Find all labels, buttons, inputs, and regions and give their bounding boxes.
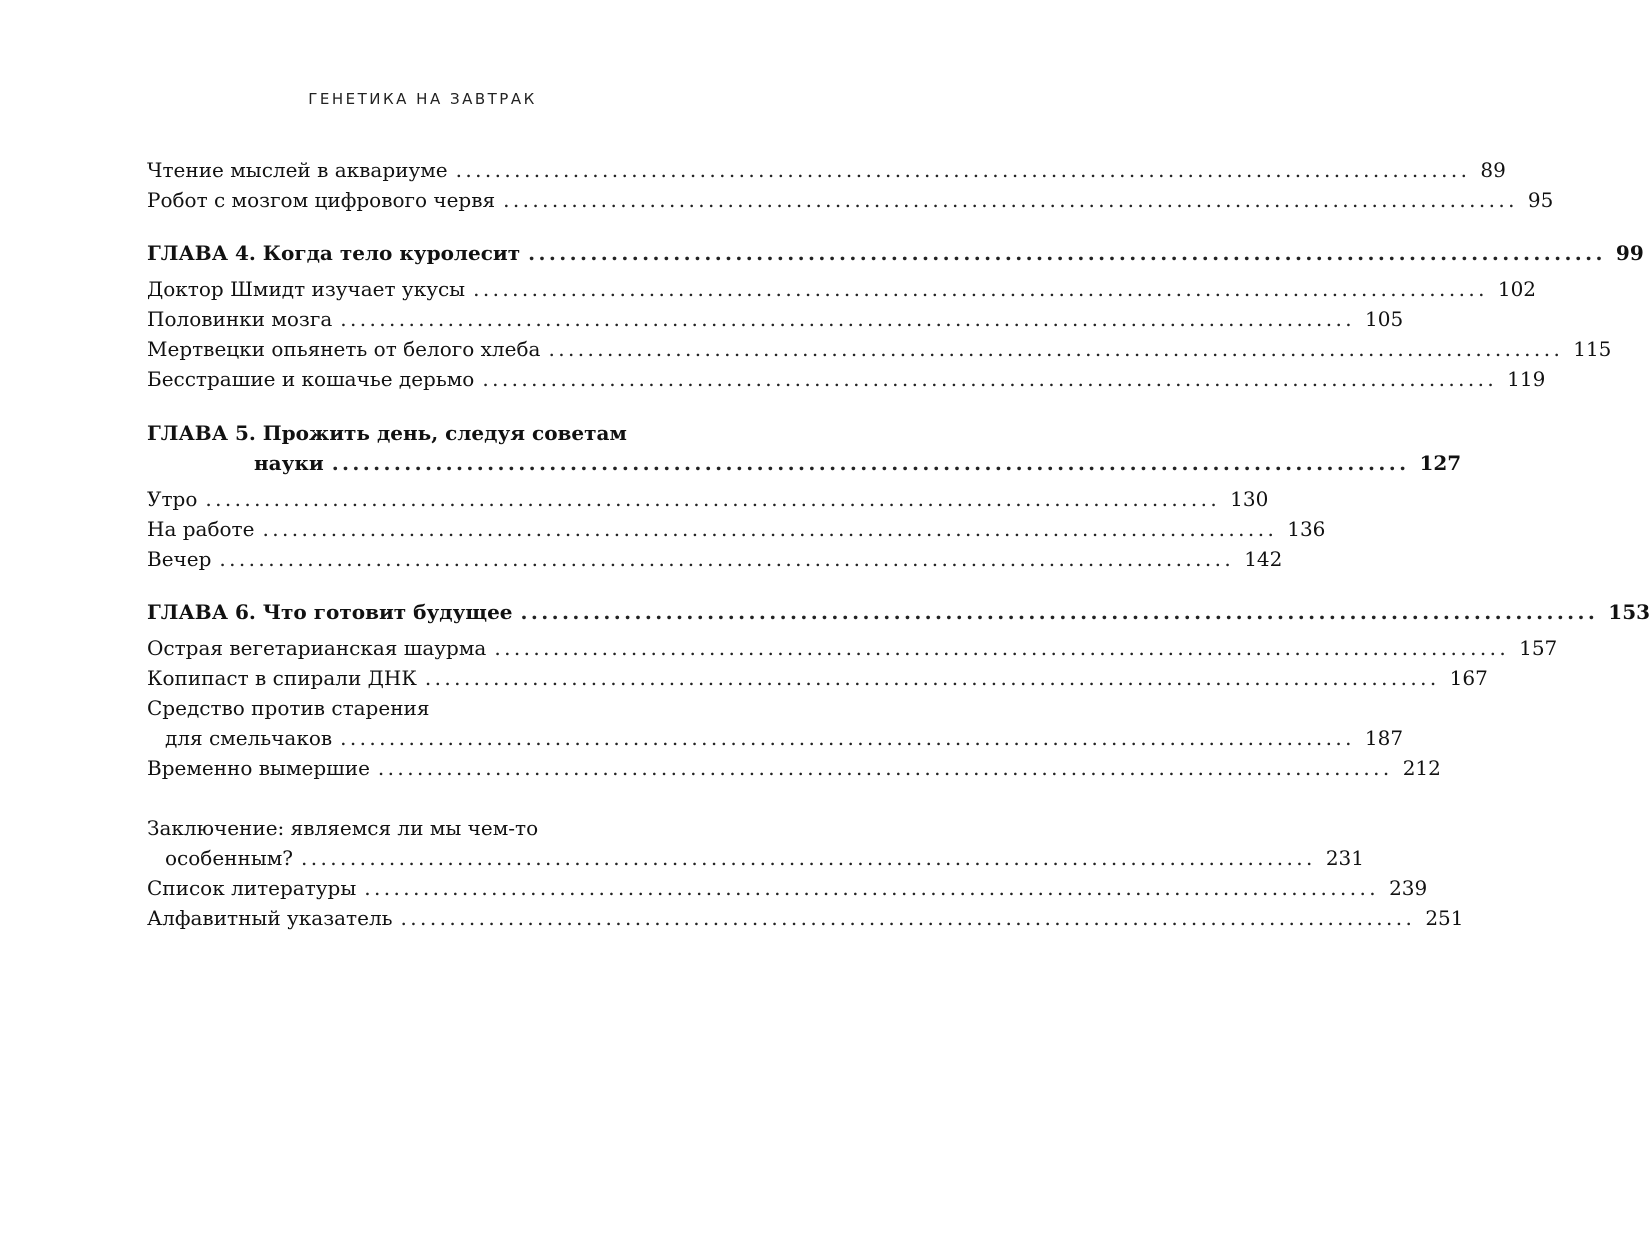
toc-entry-page: 231 — [1325, 846, 1364, 870]
toc-entry-title: Вечер — [147, 547, 212, 571]
toc-entry-page: 89 — [1480, 158, 1506, 182]
toc-entry-title: Бесстрашие и кошачье дерьмо — [147, 367, 475, 391]
toc-entry — [147, 334, 1612, 364]
dot-leader: ........................................................................................................ — [473, 277, 1488, 301]
dot-leader: ........................................................................................................ — [400, 906, 1416, 930]
toc-entry-title: На работе — [147, 517, 255, 541]
dot-leader: ........................................................................................................ — [548, 337, 1564, 361]
toc-entry-title: Мертвецки опьянеть от белого хлеба — [147, 337, 541, 361]
toc-entry-page: 187 — [1364, 726, 1404, 750]
dot-leader: ........................................................................................................ — [340, 307, 1356, 331]
toc-entry-title-line: Средство против старения — [147, 696, 430, 720]
toc-entry-page: 119 — [1507, 367, 1546, 391]
toc-entry-title-line: Заключение: являемся ли мы чем-то — [147, 816, 539, 840]
toc-entry-page: 167 — [1449, 666, 1488, 690]
toc-entry-title: Список литературы — [147, 876, 357, 900]
toc-entry — [147, 663, 1488, 693]
toc-entry-title: Утро — [147, 487, 198, 511]
running-head: ГЕНЕТИКА НА ЗАВТРАК — [308, 90, 537, 108]
toc-entry-page: 239 — [1389, 876, 1428, 900]
toc-entry-page: 157 — [1519, 636, 1558, 660]
toc-entry-title: Временно вымершие — [147, 756, 370, 780]
toc-entry — [147, 185, 1554, 215]
toc-entry-page: 251 — [1425, 906, 1464, 930]
toc-entry — [165, 723, 1404, 753]
toc-entry-title: Половинки мозга — [147, 307, 333, 331]
toc-chapter-page: 153 — [1608, 600, 1650, 624]
dot-leader: ........................................................................................................ — [364, 876, 1380, 900]
dot-leader: ........................................................................................................ — [424, 666, 1440, 690]
toc-entry — [147, 304, 1404, 334]
toc-entry-title: Острая вегетарианская шаурма — [147, 636, 487, 660]
toc-entry-title: особенным? — [165, 846, 294, 870]
toc-entry-title: для смельчаков — [165, 726, 333, 750]
dot-leader: ........................................................................................................ — [377, 756, 1393, 780]
toc-entry-title: Робот с мозгом цифрового червя — [147, 188, 496, 212]
toc-entry-page: 212 — [1402, 756, 1441, 780]
dot-leader: ........................................................................................................ — [503, 188, 1518, 212]
toc-entry — [147, 364, 1546, 394]
toc-chapter-5 — [254, 448, 1462, 478]
toc-entry-page: 115 — [1573, 337, 1612, 361]
toc-entry-title: Чтение мыслей в аквариуме — [147, 158, 448, 182]
toc-entry — [147, 484, 1269, 514]
toc-chapter-title: ГЛАВА 4. Когда тело куролесит — [147, 241, 521, 265]
dot-leader: ........................................................................................................ — [482, 367, 1498, 391]
toc-entry — [147, 903, 1464, 933]
dot-leader: ........................................................................................................ — [455, 158, 1471, 182]
toc-chapter-page: 99 — [1615, 241, 1644, 265]
toc-entry-page: 105 — [1365, 307, 1404, 331]
dot-leader: ........................................................................................................ — [219, 547, 1235, 571]
toc-chapter-5-title-line: ГЛАВА 5. Прожить день, следуя советам — [147, 421, 627, 445]
dot-leader: ........................................................................................................ — [520, 600, 1599, 624]
toc-entry-page: 95 — [1527, 188, 1554, 212]
toc-entry-page: 130 — [1230, 487, 1269, 511]
toc-entry-title: Алфавитный указатель — [147, 906, 393, 930]
toc-entry-page: 142 — [1244, 547, 1283, 571]
toc-chapter-title: науки — [254, 451, 324, 475]
dot-leader: ........................................................................................................ — [262, 517, 1278, 541]
dot-leader: ........................................................................................................ — [494, 636, 1510, 660]
toc-chapter-6 — [147, 597, 1650, 627]
dot-leader: ........................................................................................................ — [205, 487, 1221, 511]
toc-entry — [165, 843, 1364, 873]
toc-chapter-title: ГЛАВА 6. Что готовит будущее — [147, 600, 513, 624]
toc-entry-title: Копипаст в спирали ДНК — [147, 666, 417, 690]
toc-entry — [147, 274, 1537, 304]
toc-chapter-page: 127 — [1419, 451, 1462, 475]
toc-entry — [147, 753, 1441, 783]
toc-entry-page: 102 — [1497, 277, 1537, 301]
toc-entry — [147, 155, 1506, 185]
toc-chapter-4 — [147, 238, 1644, 268]
toc-entry — [147, 514, 1326, 544]
dot-leader: ........................................................................................................ — [301, 846, 1316, 870]
toc-entry-page: 136 — [1287, 517, 1326, 541]
dot-leader: ........................................................................................................ — [331, 451, 1410, 475]
dot-leader: ........................................................................................................ — [340, 726, 1355, 750]
dot-leader: ........................................................................................................ — [528, 241, 1606, 265]
toc-entry — [147, 633, 1558, 663]
toc-entry — [147, 544, 1283, 574]
toc-entry — [147, 873, 1428, 903]
toc-entry-title: Доктор Шмидт изучает укусы — [147, 277, 466, 301]
